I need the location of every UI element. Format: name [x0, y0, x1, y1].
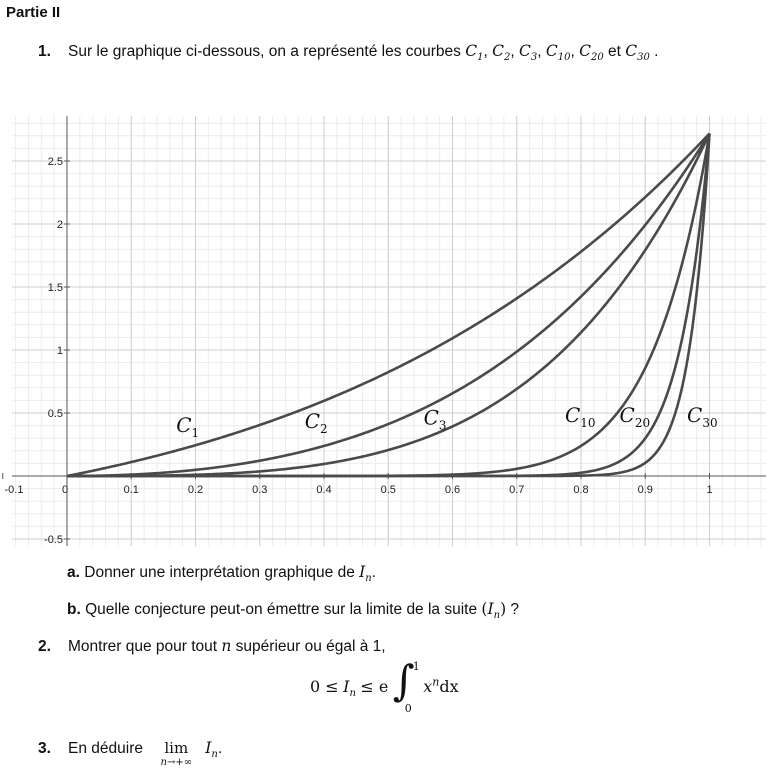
question-1a-text: Donner une interprétation graphique de	[84, 564, 355, 581]
integral-lower-bound: 0	[404, 702, 412, 715]
question-1b-label: b.	[67, 601, 81, 618]
question-1b-sub: n	[493, 610, 501, 622]
question-1b	[67, 600, 519, 621]
question-1b-paren-open: (	[481, 600, 488, 618]
question-1-end: .	[654, 43, 659, 60]
y-tick-label: 1.5	[47, 282, 63, 294]
question-1-text: Sur le graphique ci-dessous, on a représenté les courbes	[68, 43, 461, 60]
question-3-text: En déduire	[68, 740, 143, 757]
curve-label-c10: $C_{10}$	[564, 402, 596, 430]
y-tick-label: -0.5	[44, 534, 63, 546]
question-3-end: .	[217, 740, 223, 757]
curve-name-c10: $C_{10}$	[545, 42, 571, 64]
section-heading: Partie II	[6, 4, 61, 21]
x-tick-label: 0.3	[252, 484, 268, 496]
formula-mid: ≤ e	[360, 677, 389, 696]
question-2-number: 2.	[38, 638, 51, 655]
inequality-formula	[310, 656, 459, 732]
x-tick-label: 0	[61, 484, 69, 496]
question-1a	[67, 563, 376, 584]
x-tick-label: 0.4	[316, 484, 332, 496]
x-tick-label: 0.1	[123, 484, 139, 496]
x-tick-label: 0.5	[380, 484, 396, 496]
y-tick-label: 1	[56, 345, 63, 357]
question-1a-var: I	[359, 563, 366, 581]
formula-dx: dx	[439, 677, 459, 696]
question-2-text-after: supérieur ou égal à 1,	[235, 638, 386, 655]
limit-operator: lim	[164, 739, 189, 757]
x-tick-label: -0.1	[4, 484, 24, 496]
curve-label-c20: $C_{20}$	[619, 402, 651, 430]
curve-name-c20: $C_{20}$	[579, 42, 604, 64]
question-1a-label: a.	[67, 564, 80, 581]
question-2-text-before: Montrer que pour tout	[68, 638, 218, 655]
question-1-conjunction: et	[608, 43, 621, 60]
y-tick-label: 2	[56, 219, 63, 231]
question-2-var: n	[221, 637, 232, 655]
x-tick-label: 0.6	[444, 484, 461, 496]
x-tick-label: 0.9	[637, 484, 653, 496]
curve-label-c1: $C_1$	[176, 412, 200, 440]
question-1-number: 1.	[38, 43, 51, 60]
question-3-var: I	[205, 739, 212, 757]
curve-name-c2: $C_2$	[492, 42, 511, 64]
question-1-curve-list: $C_1$, $C_2$, $C_3$, $C_{10}$, $C_{20}$	[465, 42, 604, 64]
limit-subscript: n→+∞	[160, 757, 193, 768]
formula-power: n	[432, 675, 440, 689]
curve-name-c1: $C_1$	[465, 42, 484, 64]
question-1b-text: Quelle conjecture peut-on émettre sur la limite de la suite	[85, 601, 478, 618]
question-1b-paren-close: )	[500, 600, 507, 618]
formula-var: I	[343, 677, 350, 696]
question-3-number: 3.	[38, 740, 51, 757]
y-tick-label: 0.5	[47, 408, 63, 420]
y-tick-label: 2.5	[47, 156, 63, 168]
curve-name-c30: $C_{30}$	[625, 42, 650, 64]
x-tick-label: 0.2	[187, 484, 204, 496]
question-2	[38, 637, 386, 656]
x-tick-label: 0.8	[573, 484, 589, 496]
limit-block	[147, 739, 205, 768]
question-3	[38, 739, 223, 768]
integral-sign: ∫	[392, 656, 415, 705]
question-1a-sub: n	[365, 573, 372, 585]
integral-block	[392, 656, 420, 715]
formula-integrand: x	[423, 677, 433, 696]
curve-label-c2: $C_2$	[304, 409, 328, 437]
curve-label-c30: $C_{30}$	[687, 402, 718, 430]
curve-label-c3: $C_3$	[423, 405, 447, 433]
question-3-sub: n	[211, 749, 218, 761]
formula-sub: n	[349, 688, 356, 700]
integral-upper-bound: 1	[412, 660, 420, 673]
curve-name-c3: $C_3$	[518, 42, 538, 64]
question-1a-end: .	[371, 564, 377, 581]
question-1b-end: ?	[506, 601, 520, 618]
x-tick-label: 0.7	[509, 484, 525, 496]
question-1b-var: I	[487, 600, 494, 618]
x-tick-label: 1	[706, 484, 713, 496]
formula-left: 0 ≤	[310, 677, 339, 696]
